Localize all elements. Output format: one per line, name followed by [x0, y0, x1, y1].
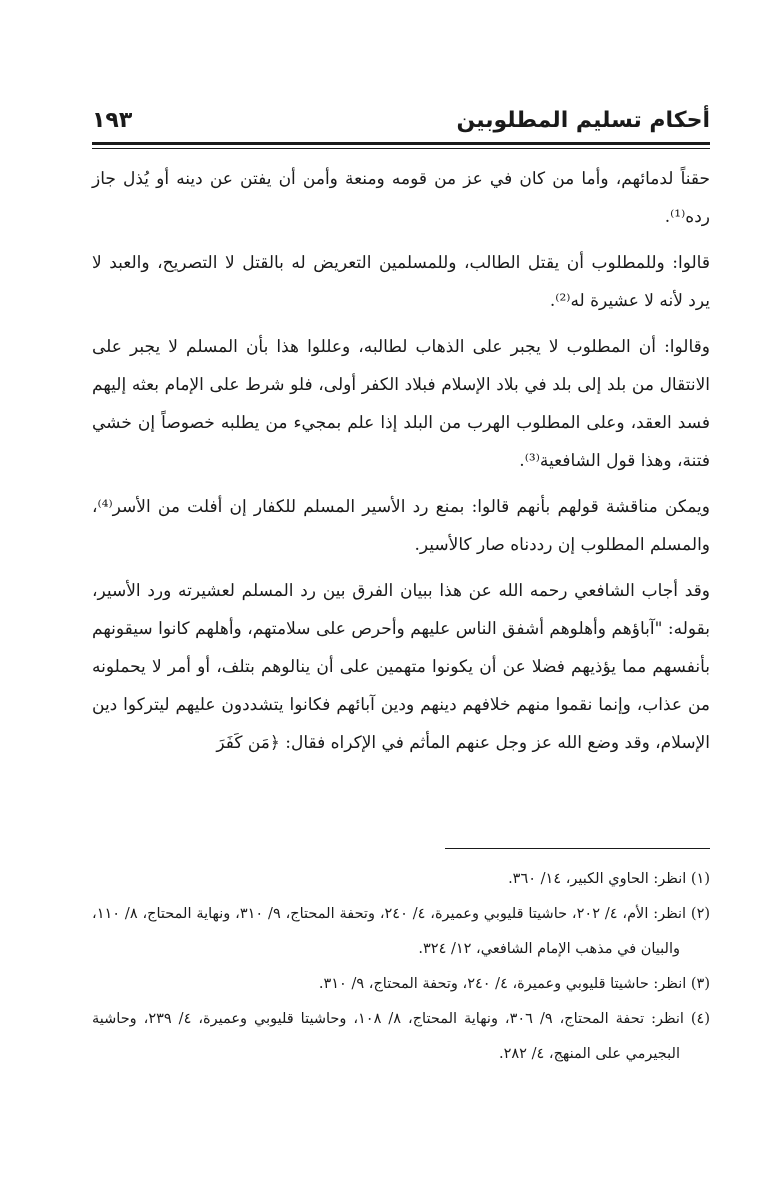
paragraph: حقناً لدمائهم، وأما من كان في عز من قومه ومنعة وأمن أن يفتن عن دينه أو يُذل جاز رده⁽¹⁾.: [92, 169, 710, 227]
footnote: (١) انظر: الحاوي الكبير، ١٤/ ٣٦٠.: [508, 871, 710, 887]
footnote: (٤) انظر: تحفة المحتاج، ٩/ ٣٠٦، ونهاية المحتاج، ٨/ ١٠٨، وحاشيتا قليوبي وعميرة، ٤/ ٢٣٩، وحاشية البجيرمي على المنهج، ٤/ ٢٨٢.: [92, 1011, 710, 1062]
footnotes: [92, 862, 710, 1072]
running-title: أحكام تسليم المطلوبين: [456, 108, 710, 133]
paragraph: وقالوا: أن المطلوب لا يجبر على الذهاب لطالبه، وعللوا هذا بأن المسلم لا يجبر على الانتقال من بلد إلى بلد في بلاد الإسلام فبلاد الكفر أولى، فلو شرط على الإمام بعثه إليهم فسد العقد، وعلى المطلوب الهرب من البلد إذا علم بمجيء من يطلبه خصوصاً إن خشي فتنة، وهذا قول الشافعية⁽³⁾.: [92, 337, 710, 471]
header-rule-thin: [92, 148, 710, 149]
paragraph: ويمكن مناقشة قولهم بأنهم قالوا: بمنع رد الأسير المسلم للكفار إن أفلت من الأسر⁽⁴⁾، والمسلم المطلوب إن رددناه صار كالأسير.: [92, 497, 710, 555]
footnote: (٢) انظر: الأم، ٤/ ٢٠٢، حاشيتا قليوبي وعميرة، ٤/ ٢٤٠، وتحفة المحتاج، ٩/ ٣١٠، ونهاية المحتاج، ٨/ ١١٠، والبيان في مذهب الإمام الشافعي، ١٢/ ٣٢٤.: [92, 906, 711, 957]
header-rule: [92, 142, 710, 145]
running-header: [92, 108, 710, 140]
paragraph: قالوا: وللمطلوب أن يقتل الطالب، وللمسلمين التعريض له بالقتل لا التصريح، والعبد لا يرد لأنه لا عشيرة له⁽²⁾.: [92, 253, 710, 311]
footnote-separator: [445, 848, 710, 849]
page-number: ١٩٣: [92, 108, 133, 133]
main-text: [92, 160, 710, 770]
footnote: (٣) انظر: حاشيتا قليوبي وعميرة، ٤/ ٢٤٠، وتحفة المحتاج، ٩/ ٣١٠.: [318, 976, 710, 992]
paragraph: وقد أجاب الشافعي رحمه الله عن هذا ببيان الفرق بين رد المسلم لعشيرته ورد الأسير، بقوله: "آباؤهم وأهلوهم أشفق الناس عليهم وأحرص على سلامتهم، وأهلهم كانوا سيقونهم بأنفسهم مما يؤذيهم فضلا عن أن يكونوا متهمين على أن ينالوهم بتلف، أو أمر لا يحملونه من عذاب، وإنما نقموا منهم خلافهم دينهم ودين آبائهم فكانوا يتشددون عليهم ليتركوا دين الإسلام، وقد وضع الله عز وجل عنهم المأثم في الإكراه فقال: ﴿مَن كَفَرَ: [92, 581, 710, 753]
